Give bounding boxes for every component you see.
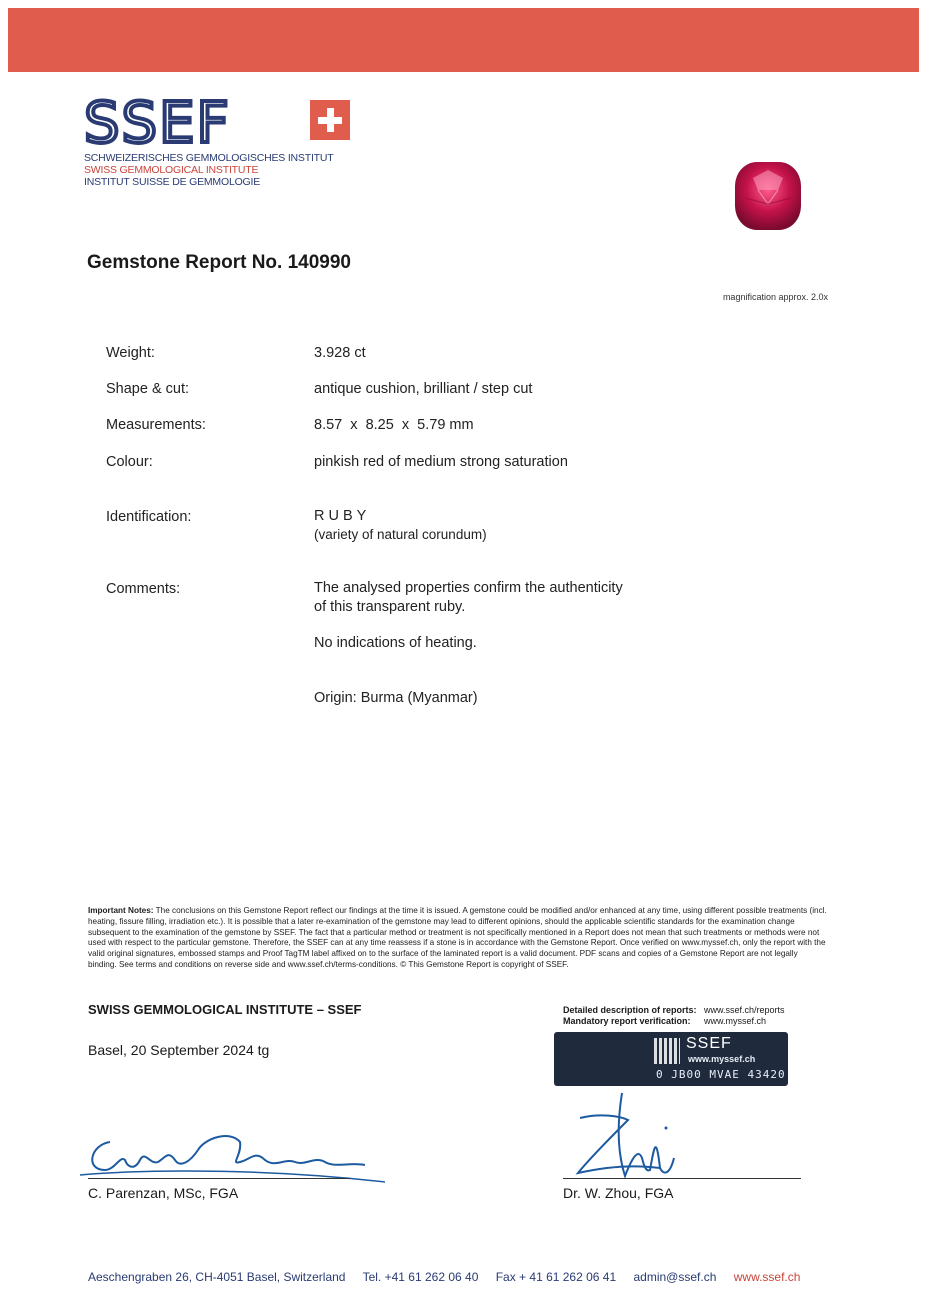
qr-code-icon (654, 1038, 680, 1064)
tag-url: www.myssef.ch (688, 1054, 756, 1064)
weight-label: Weight: (106, 345, 155, 361)
logo-line-french: INSTITUT SUISSE DE GEMMOLOGIE (84, 176, 261, 188)
place-date: Basel, 20 September 2024 tg (88, 1042, 270, 1058)
ruby-gem-image (733, 158, 803, 234)
signature-line-left (88, 1178, 350, 1179)
signature-line-right (563, 1178, 801, 1179)
tag-code: 0 JB00 MVAE 43420 (656, 1068, 786, 1081)
identification-value: RUBY (314, 508, 371, 524)
magnification-note: magnification approx. 2.0x (722, 292, 828, 302)
proof-tag-label (554, 1032, 788, 1086)
desc-label: Detailed description of reports: (563, 1005, 697, 1015)
identification-sub: (variety of natural corundum) (314, 527, 487, 542)
comments-heating: No indications of heating. (314, 635, 477, 651)
verify-label: Mandatory report verification: (563, 1016, 691, 1026)
colour-label: Colour: (106, 454, 153, 470)
logo-line-english: SWISS GEMMOLOGICAL INSTITUTE (84, 164, 259, 176)
footer-tel: Tel. +41 61 262 06 40 (362, 1270, 479, 1284)
ssef-logo (84, 91, 364, 192)
details-values (704, 1005, 785, 1027)
comments-line1: The analysed properties confirm the authenticity (314, 580, 623, 596)
shape-value: antique cushion, brilliant / step cut (314, 381, 533, 397)
comments-label: Comments: (106, 581, 181, 597)
weight-value: 3.928 ct (314, 345, 366, 361)
signature-left (80, 1120, 390, 1190)
measurements-label: Measurements: (106, 417, 206, 433)
signatory-right: Dr. W. Zhou, FGA (563, 1185, 674, 1201)
notes-title: Important Notes: (88, 906, 154, 915)
footer-email[interactable]: admin@ssef.ch (633, 1270, 717, 1284)
institute-name: SWISS GEMMOLOGICAL INSTITUTE – SSEF (88, 1002, 362, 1017)
origin: Origin: Burma (Myanmar) (314, 690, 478, 706)
signatory-left: C. Parenzan, MSc, FGA (88, 1185, 239, 1201)
report-title: Gemstone Report No. 140990 (87, 252, 351, 273)
desc-link[interactable]: www.ssef.ch/reports (704, 1005, 785, 1015)
footer-website[interactable]: www.ssef.ch (733, 1270, 801, 1284)
header-banner (8, 8, 919, 72)
logo-wordmark: SSEF (84, 91, 231, 156)
measurements-value: 8.57 x 8.25 x 5.79 mm (314, 417, 474, 433)
notes-text: The conclusions on this Gemstone Report reflect our findings at the time it is issued. A gemstone could be modified and/or enhanced at any time, using different possible treatments (incl. heating, fissure filling, irradiation etc.). It is possible that a later re-examination of the gemstone may lead to different opinions, should the applicable scientific standards for the examination change subsequent to the examination of the gemstone by SSEF. The fact that a particular method or treatment is not specifically mentioned in a Report does not mean that such treatments or methods were not used with respect to the particular gemstone. Therefore, the SSEF can at any time reassess if a stone is in accordance with the Gemstone Report. Once verified on www.myssef.ch, only the report with the valid original signatures, embossed stamps and Proof TagTM label affixed on to the surface of the laminated report is a valid document. PDF scans and copies of a Gemstone Report are not legally binding. See terms and conditions on reverse side and www.ssef.ch/terms-conditions. © This Gemstone Report is copyright of SSEF. (88, 906, 827, 969)
swiss-cross-icon (310, 100, 350, 140)
important-notes (88, 906, 828, 971)
footer (88, 1270, 800, 1284)
footer-fax: Fax + 41 61 262 06 41 (495, 1270, 617, 1284)
shape-label: Shape & cut: (106, 381, 190, 397)
verify-link[interactable]: www.myssef.ch (704, 1016, 767, 1026)
comments-line2: of this transparent ruby. (314, 599, 466, 615)
identification-label: Identification: (106, 509, 192, 525)
colour-value: pinkish red of medium strong saturation (314, 454, 568, 470)
logo-line-german: SCHWEIZERISCHES GEMMOLOGISCHES INSTITUT (84, 152, 334, 164)
signature-right (570, 1088, 710, 1183)
details-labels (563, 1005, 697, 1027)
tag-brand: SSEF (686, 1035, 732, 1052)
footer-address: Aeschengraben 26, CH-4051 Basel, Switzerland (88, 1270, 346, 1284)
